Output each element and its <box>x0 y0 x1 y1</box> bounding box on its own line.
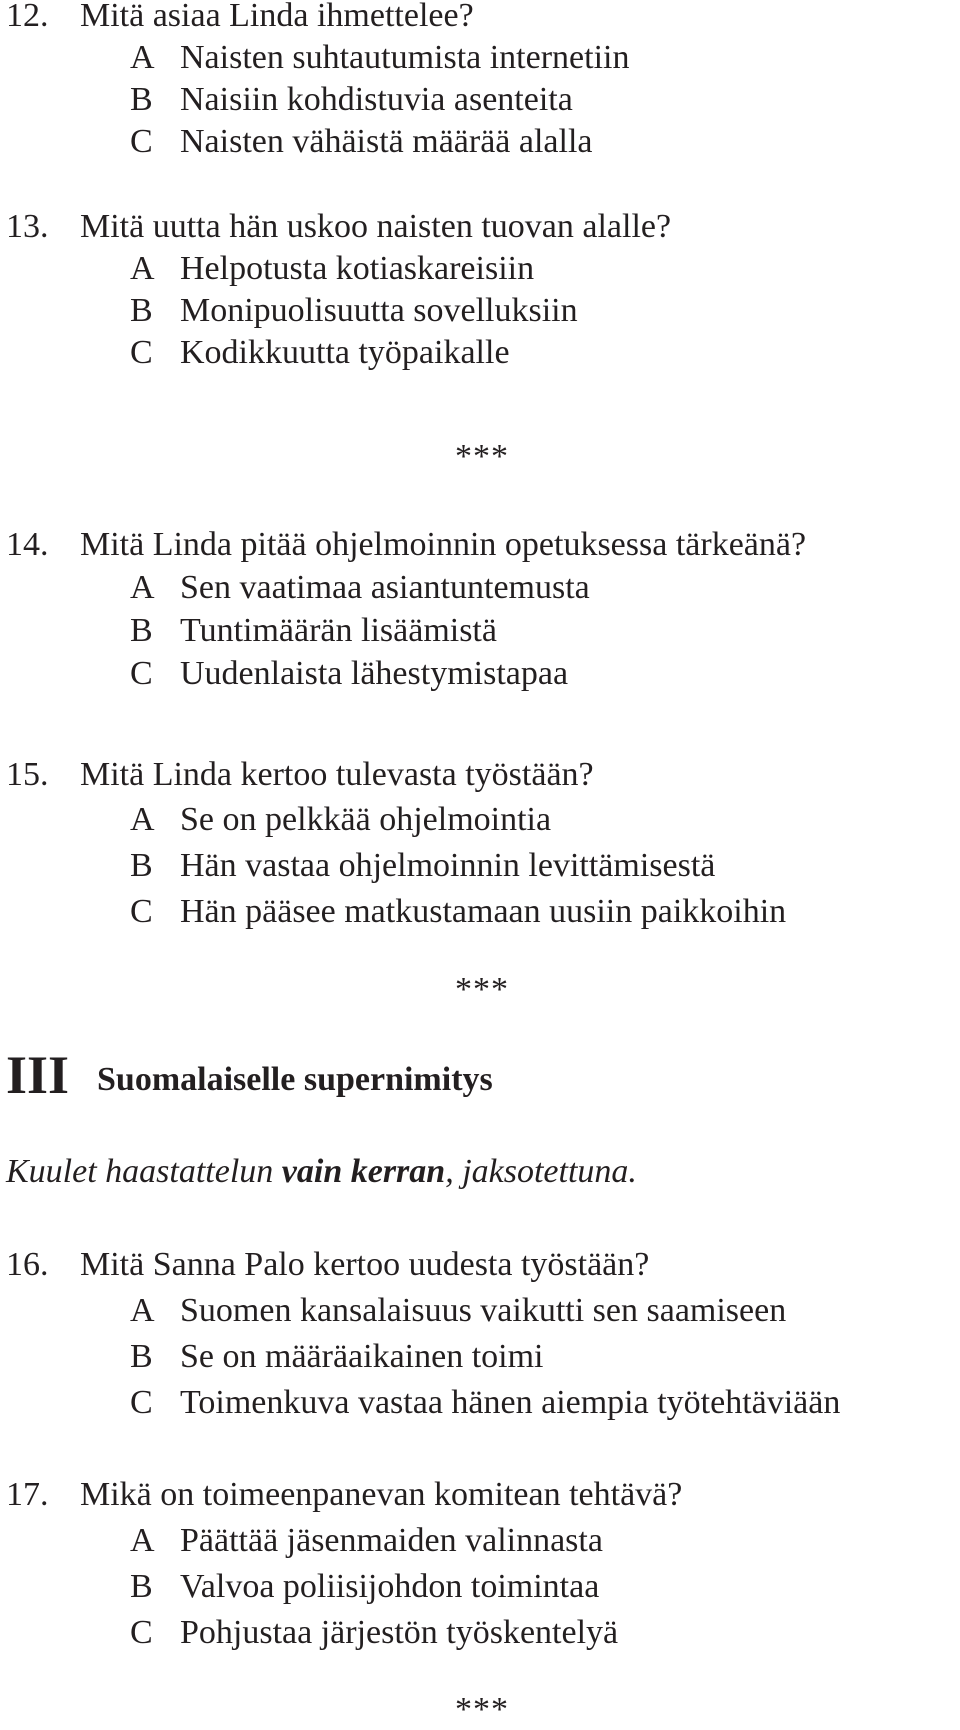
option-letter: A <box>130 1292 155 1329</box>
option-text: Naisten vähäistä määrää alalla <box>180 123 593 160</box>
option-letter: C <box>130 1384 153 1421</box>
section-separator: *** <box>455 438 509 475</box>
question-number: 12. <box>6 0 49 34</box>
question-text: Mitä Linda pitää ohjelmoinnin opetuksessa tärkeänä? <box>80 526 807 563</box>
section-instruction <box>6 1152 637 1192</box>
option-text: Suomen kansalaisuus vaikutti sen saamiseen <box>180 1292 787 1329</box>
option-text: Kodikkuutta työpaikalle <box>180 334 510 371</box>
section-number: III <box>6 1045 70 1105</box>
section-separator: *** <box>455 971 509 1008</box>
option-text: Sen vaatimaa asiantuntemusta <box>180 569 590 606</box>
option-text: Monipuolisuutta sovelluksiin <box>180 292 578 329</box>
option-letter: C <box>130 655 153 692</box>
option-letter: A <box>130 250 155 287</box>
instruction-text: Kuulet haastattelun <box>6 1153 282 1190</box>
option-text: Päättää jäsenmaiden valinnasta <box>180 1522 603 1559</box>
instruction-text-end: , jaksotettuna. <box>445 1153 637 1190</box>
option-letter: B <box>130 1338 153 1375</box>
option-letter: B <box>130 1568 153 1605</box>
option-text: Tuntimäärän lisäämistä <box>180 612 497 649</box>
option-text: Hän pääsee matkustamaan uusiin paikkoihin <box>180 893 787 930</box>
option-letter: B <box>130 612 153 649</box>
question-number: 16. <box>6 1246 49 1283</box>
question-text: Mitä Linda kertoo tulevasta työstään? <box>80 756 594 793</box>
question-number: 17. <box>6 1476 49 1513</box>
question-text: Mikä on toimeenpanevan komitean tehtävä? <box>80 1476 683 1513</box>
option-text: Se on määräaikainen toimi <box>180 1338 544 1375</box>
option-text: Se on pelkkää ohjelmointia <box>180 801 552 838</box>
option-letter: A <box>130 39 155 76</box>
option-text: Valvoa poliisijohdon toimintaa <box>180 1568 600 1605</box>
option-letter: A <box>130 1522 155 1559</box>
option-letter: B <box>130 81 153 118</box>
instruction-emphasis: vain kerran <box>281 1153 446 1190</box>
question-number: 13. <box>6 208 49 245</box>
option-text: Naisiin kohdistuvia asenteita <box>180 81 573 118</box>
option-letter: B <box>130 292 153 329</box>
question-text: Mitä uutta hän uskoo naisten tuovan alalle? <box>80 208 672 245</box>
option-letter: C <box>130 334 153 371</box>
option-letter: C <box>130 123 153 160</box>
option-letter: B <box>130 847 153 884</box>
option-letter: C <box>130 893 153 930</box>
section-title: Suomalaiselle supernimitys <box>97 1061 493 1098</box>
question-number: 15. <box>6 756 49 793</box>
option-text: Uudenlaista lähestymistapaa <box>180 655 569 692</box>
question-number: 14. <box>6 526 49 563</box>
question-text: Mitä Sanna Palo kertoo uudesta työstään? <box>80 1246 650 1283</box>
option-text: Hän vastaa ohjelmoinnin levittämisestä <box>180 847 716 884</box>
section-separator: *** <box>455 1691 509 1728</box>
question-text: Mitä asiaa Linda ihmettelee? <box>80 0 474 34</box>
option-text: Pohjustaa järjestön työskentelyä <box>180 1614 619 1651</box>
option-text: Helpotusta kotiaskareisiin <box>180 250 535 287</box>
option-text: Toimenkuva vastaa hänen aiempia työtehtäviään <box>180 1384 841 1421</box>
option-text: Naisten suhtautumista internetiin <box>180 39 630 76</box>
option-letter: A <box>130 801 155 838</box>
option-letter: C <box>130 1614 153 1651</box>
option-letter: A <box>130 569 155 606</box>
